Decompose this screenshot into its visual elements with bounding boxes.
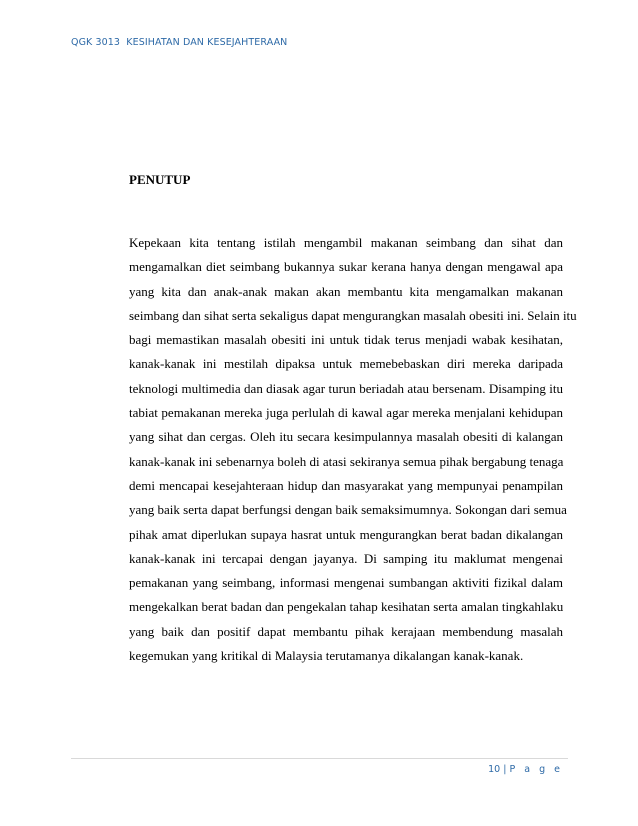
paragraph-line: tabiat pemakanan mereka juga perlulah di kawal agar mereka menjalani kehidupan [129, 405, 563, 421]
paragraph-line: demi mencapai kesejahteraan hidup dan masyarakat yang mempunyai penampilan [129, 477, 563, 493]
footer-divider [71, 758, 568, 759]
paragraph-line: yang baik serta dapat berfungsi dengan baik semaksimumnya. Sokongan dari semua [129, 502, 567, 518]
page-label: P a g e [509, 764, 563, 775]
paragraph-line: kanak-kanak ini mestilah dipaksa untuk memebebaskan diri mereka daripada [129, 356, 563, 372]
paragraph-line: yang sihat dan cergas. Oleh itu secara kesimpulannya masalah obesiti di kalangan [129, 429, 563, 445]
paragraph-line: Kepekaan kita tentang istilah mengambil makanan seimbang dan sihat dan [129, 235, 563, 250]
running-header: QGK 3013 KESIHATAN DAN KESEJAHTERAAN [71, 37, 288, 48]
paragraph-line: pihak amat diperlukan supaya hasrat untuk mengurangkan berat badan dikalangan [129, 526, 563, 542]
page-number: 10 [488, 764, 501, 775]
paragraph-line: kanak-kanak ini sebenarnya boleh di atasi sekiranya semua pihak bergabung tenaga [129, 453, 564, 469]
page-footer [488, 764, 563, 775]
paragraph-line: yang baik dan positif dapat membantu pihak kerajaan membendung masalah [129, 623, 563, 639]
paragraph-line: mengekalkan berat badan dan pengekalan tahap kesihatan serta amalan tingkahlaku [129, 599, 564, 615]
paragraph-line: yang kita dan anak-anak makan akan membantu kita mengamalkan makanan [129, 283, 563, 299]
paragraph-line: kanak-kanak ini tercapai dengan jayanya. Di samping itu maklumat mengenai [129, 550, 563, 566]
paragraph-line: teknologi multimedia dan diasak agar turun beriadah atau bersenam. Disamping itu [129, 380, 563, 396]
section-title: PENUTUP [129, 172, 191, 187]
body-paragraph [129, 231, 577, 668]
paragraph-line: kegemukan yang kritikal di Malaysia terutamanya dikalangan kanak-kanak. [129, 648, 524, 664]
paragraph-line: pemakanan yang seimbang, informasi mengenai sumbangan aktiviti fizikal dalam [129, 575, 563, 591]
paragraph-line: seimbang dan sihat serta sekaligus dapat mengurangkan masalah obesiti ini. Selain itu [129, 307, 577, 323]
paragraph-line: mengamalkan diet seimbang bukannya sukar kerana hanya dengan mengawal apa [129, 259, 563, 275]
paragraph-line: bagi memastikan masalah obesiti ini untuk tidak terus menjadi wabak kesihatan, [129, 332, 563, 348]
page-separator: | [503, 764, 507, 775]
